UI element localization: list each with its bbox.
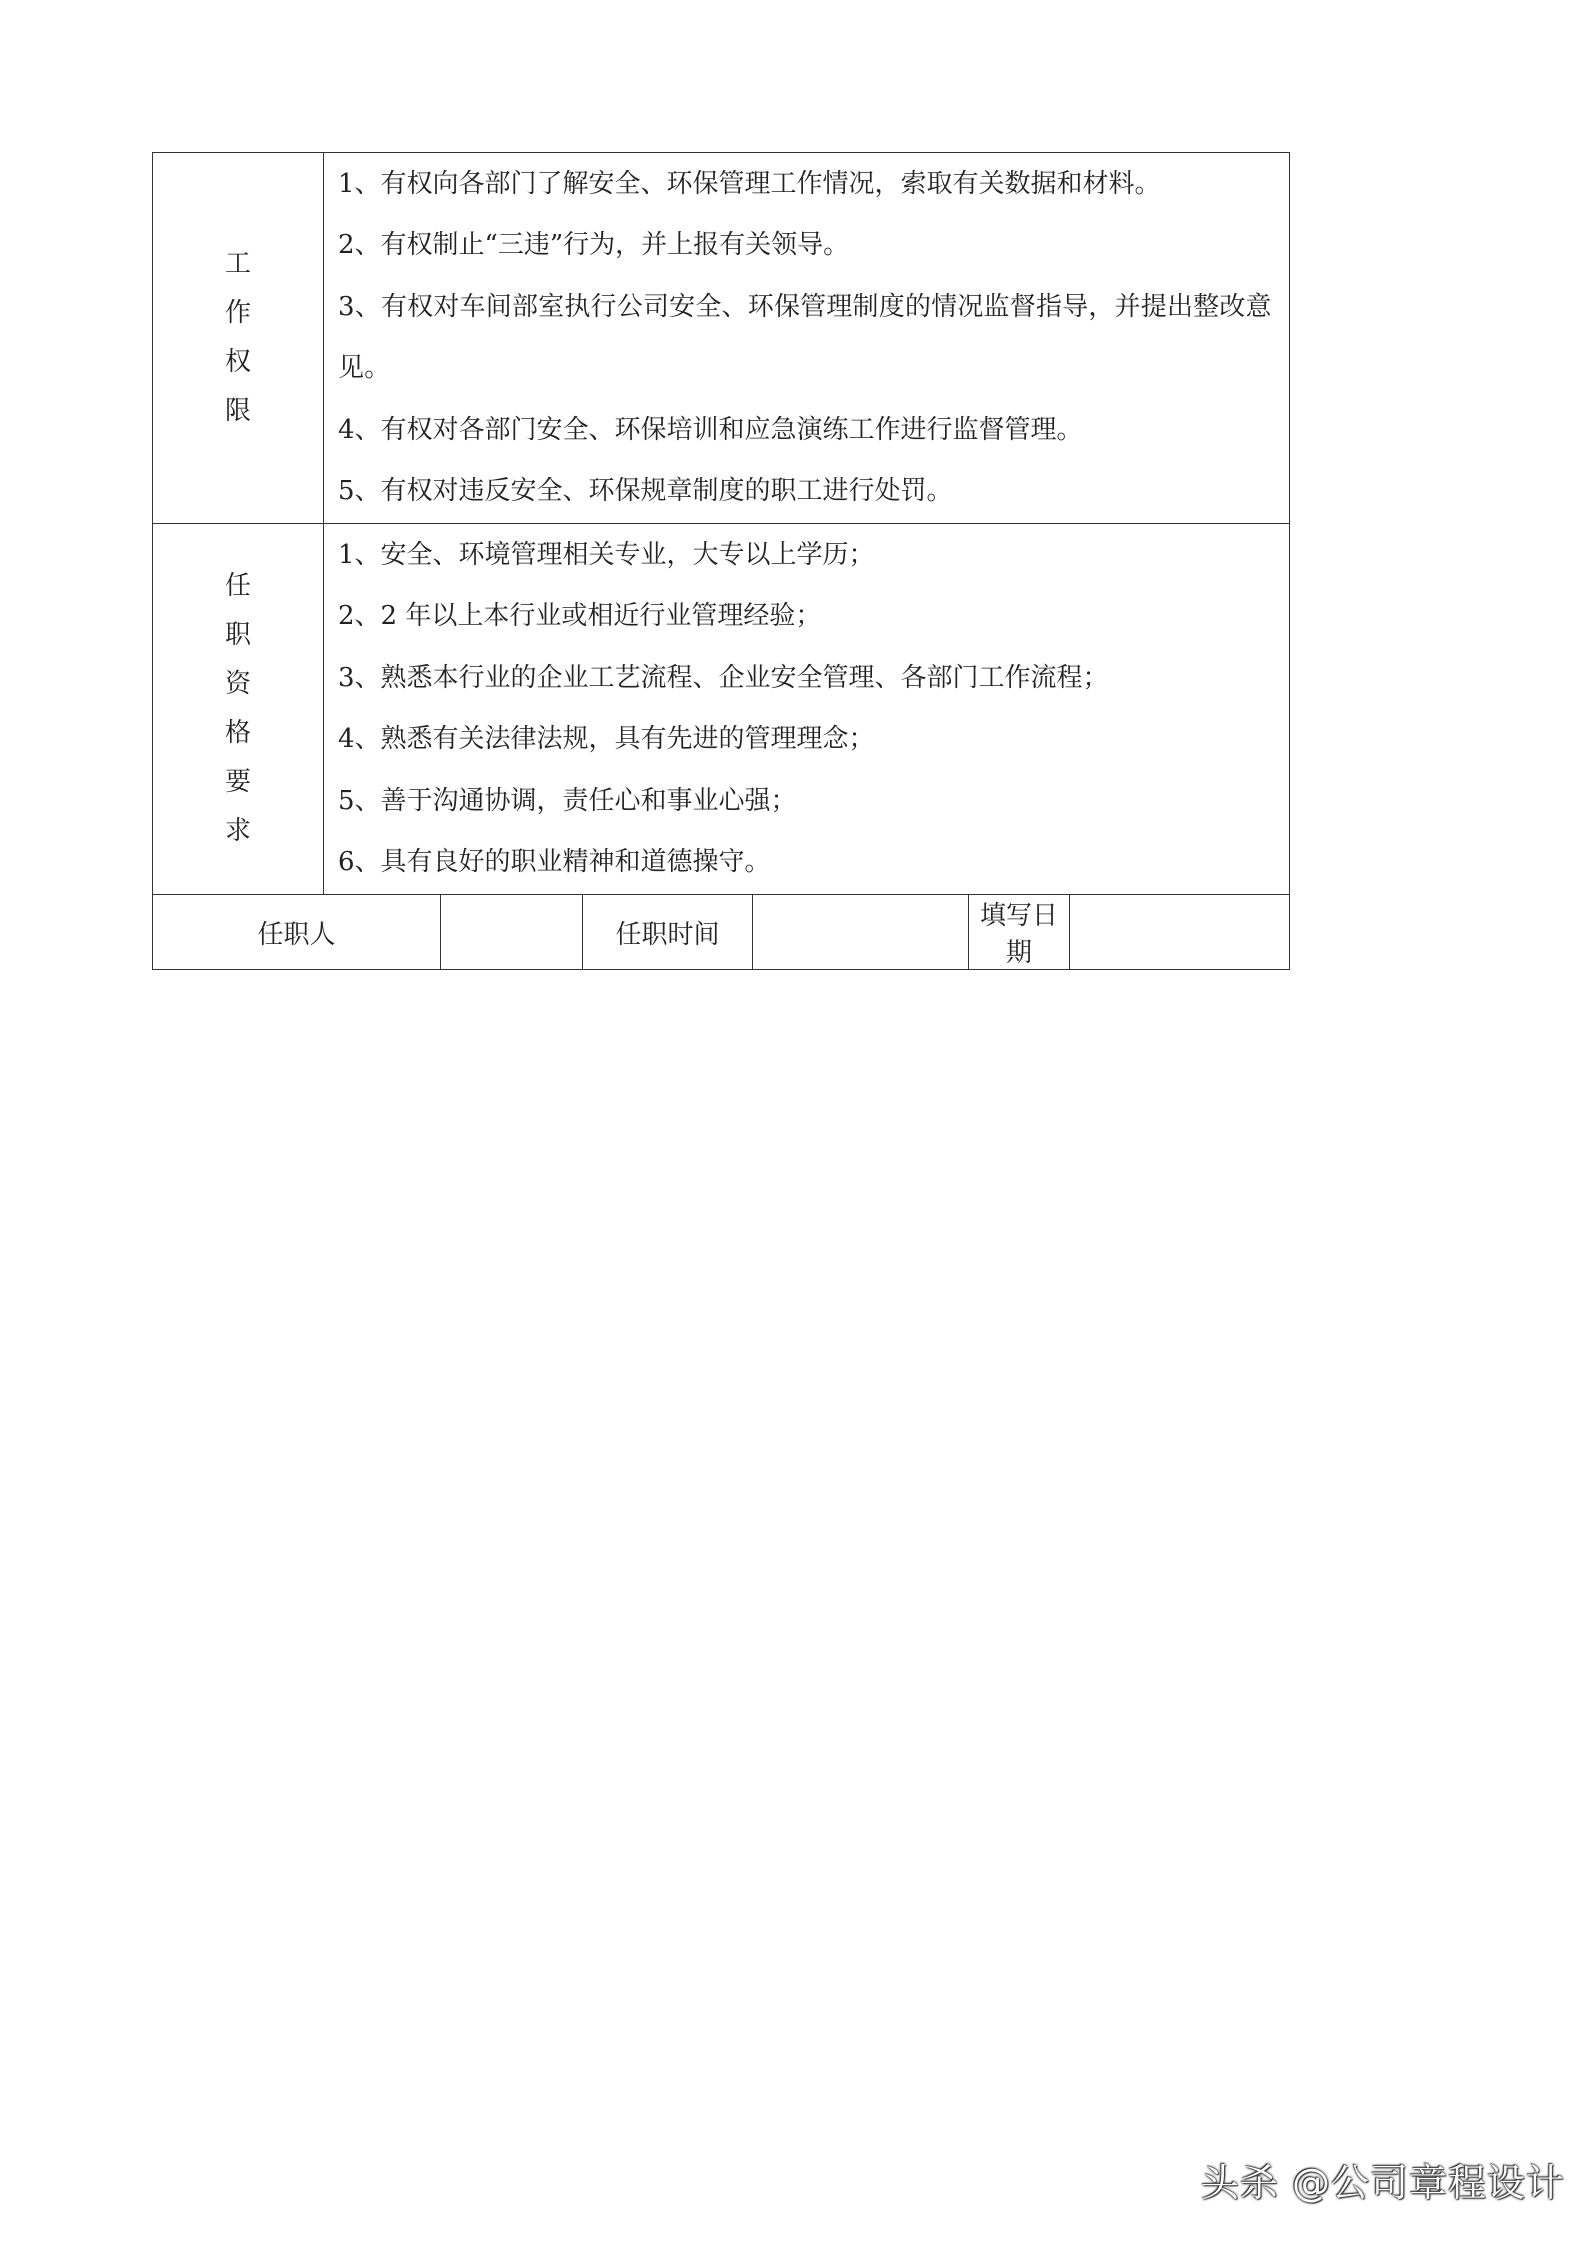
authority-item: 4、有权对各部门安全、环保培训和应急演练工作进行监督管理。: [338, 414, 1083, 445]
qualifications-label: [153, 524, 324, 895]
fill-date-field[interactable]: [1070, 895, 1290, 970]
qualification-item: 4、熟悉有关法律法规，具有先进的管理理念；: [338, 724, 875, 754]
watermark: 头杀 @公司章程设计: [1200, 2161, 1565, 2205]
job-description-table: [152, 152, 1290, 970]
qualifications-label-char: 资: [224, 669, 251, 699]
fill-date-label: 填写日期: [969, 895, 1070, 970]
qualifications-content: [324, 524, 1290, 895]
tenure-label: 任职时间: [583, 895, 753, 970]
incumbent-label: 任职人: [153, 895, 441, 970]
qualifications-label-char: 求: [224, 816, 251, 846]
qualifications-label-char: 要: [224, 767, 251, 797]
authority-item: 3、有权对车间部室执行公司安全、环保管理制度的情况监督指导，并提出整改意见。: [338, 291, 1272, 383]
qualification-item: 3、熟悉本行业的企业工艺流程、企业安全管理、各部门工作流程；: [338, 662, 1109, 693]
authority-label-char: 权: [224, 347, 251, 377]
authority-label: [153, 153, 324, 524]
authority-item: 1、有权向各部门了解安全、环保管理工作情况，索取有关数据和材料。: [338, 168, 1161, 199]
authority-item: 2、有权制止“三违”行为，并上报有关领导。: [338, 230, 850, 260]
authority-row: [153, 153, 1290, 524]
qualification-item: 6、具有良好的职业精神和道德操守。: [338, 847, 771, 877]
footer-row: [153, 895, 1290, 970]
incumbent-field[interactable]: [441, 895, 583, 970]
qualifications-label-char: 格: [224, 718, 251, 748]
authority-label-char: 作: [224, 298, 251, 328]
authority-label-char: 工: [224, 249, 251, 279]
qualifications-label-char: 职: [224, 620, 251, 650]
qualification-item: 2、2 年以上本行业或相近行业管理经验；: [338, 601, 822, 631]
authority-content: [324, 153, 1290, 524]
qualifications-row: [153, 524, 1290, 895]
tenure-field[interactable]: [753, 895, 969, 970]
qualifications-label-char: 任: [224, 571, 251, 601]
qualification-item: 1、安全、环境管理相关专业，大专以上学历；: [338, 539, 875, 570]
authority-item: 5、有权对违反安全、环保规章制度的职工进行处罚。: [338, 476, 953, 506]
authority-label-char: 限: [224, 396, 251, 426]
qualification-item: 5、善于沟通协调，责任心和事业心强；: [338, 785, 797, 816]
